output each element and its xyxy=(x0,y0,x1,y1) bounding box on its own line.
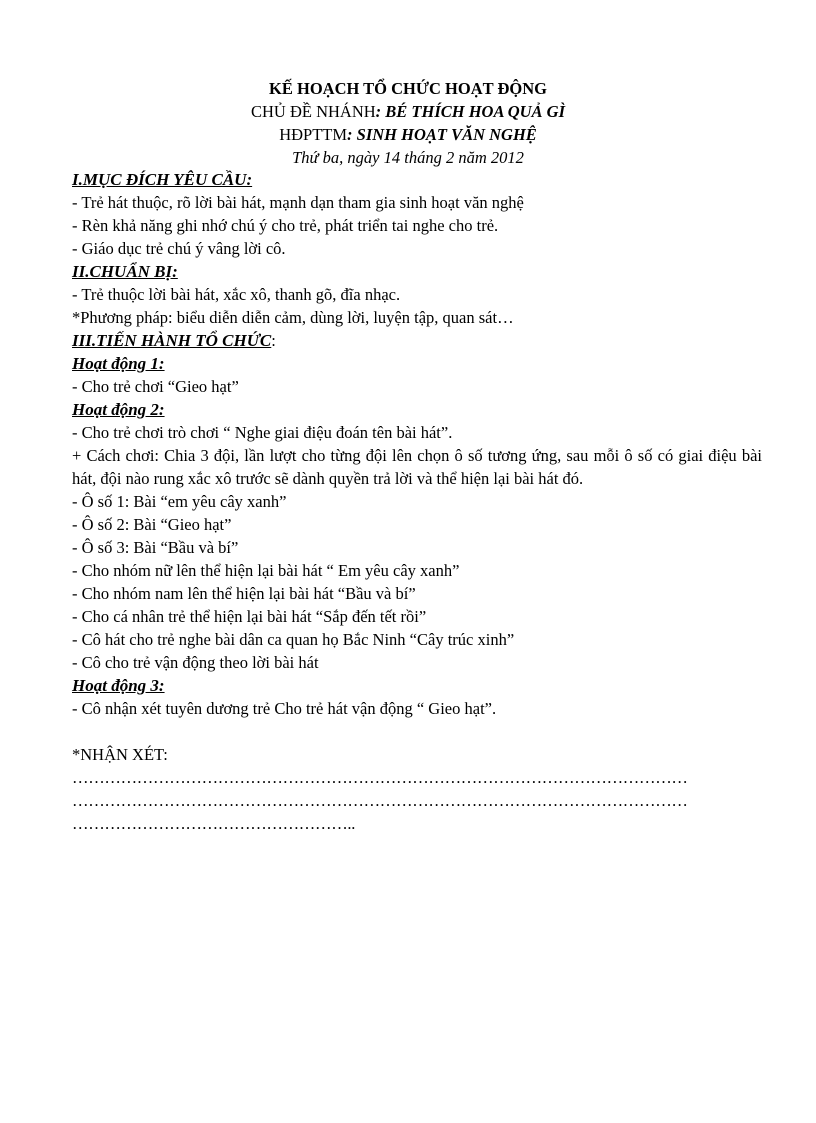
document-header xyxy=(0,77,816,169)
section-heading-procedure-line xyxy=(72,329,762,352)
activity-3-heading: Hoạt động 3: xyxy=(72,676,165,695)
subtopic-label: CHỦ ĐỀ NHÁNH xyxy=(251,102,376,121)
spacer xyxy=(72,720,762,743)
document-title: KẾ HOẠCH TỔ CHỨC HOẠT ĐỘNG xyxy=(269,79,547,98)
section-heading-procedure: III.TIẾN HÀNH TỔ CHỨC xyxy=(72,331,272,350)
list-item: - Cô nhận xét tuyên dương trẻ Cho trẻ hát vận động “ Gieo hạt”. xyxy=(72,699,497,718)
list-item: - Cho trẻ chơi “Gieo hạt” xyxy=(72,377,239,396)
section-heading-purpose: I.MỤC ĐÍCH YÊU CẦU: xyxy=(72,170,253,189)
list-item: - Trẻ thuộc lời bài hát, xắc xô, thanh gõ, đĩa nhạc. xyxy=(72,285,401,304)
section-heading-colon: : xyxy=(271,331,276,350)
activity-1-heading: Hoạt động 1: xyxy=(72,354,165,373)
activity-value: : SINH HOẠT VĂN NGHỆ xyxy=(347,125,537,144)
activity-label: HĐPTTM xyxy=(279,125,348,144)
activity-2-heading: Hoạt động 2: xyxy=(72,400,165,419)
game-rules-paragraph: + Cách chơi: Chia 3 đội, lần lượt cho từng đội lên chọn ô số tương ứng, sau mỗi ô số có giai điệu bài hát, đội nào rung xắc xô trước sẽ dành quyền trả lời và thể hiện lại bài hát đó. xyxy=(72,446,762,488)
list-item: - Cho cá nhân trẻ thể hiện lại bài hát “Sắp đến tết rồi” xyxy=(72,607,427,626)
list-item: - Trẻ hát thuộc, rõ lời bài hát, mạnh dạn tham gia sinh hoạt văn nghệ xyxy=(72,193,524,212)
activity-line xyxy=(0,123,816,146)
document-body xyxy=(72,168,762,835)
list-item: - Cho trẻ chơi trò chơi “ Nghe giai điệu đoán tên bài hát”. xyxy=(72,423,453,442)
subtopic-value: : BÉ THÍCH HOA QUẢ GÌ xyxy=(375,102,565,121)
subtopic-line xyxy=(0,100,816,123)
list-item: - Ô số 2: Bài “Gieo hạt” xyxy=(72,515,232,534)
list-item: - Rèn khả năng ghi nhớ chú ý cho trẻ, phát triển tai nghe cho trẻ. xyxy=(72,216,499,235)
notes-label: *NHẬN XÉT: xyxy=(72,745,168,764)
list-item: - Cô cho trẻ vận động theo lời bài hát xyxy=(72,653,319,672)
list-item: - Ô số 1: Bài “em yêu cây xanh” xyxy=(72,492,287,511)
list-item: - Giáo dục trẻ chú ý vâng lời cô. xyxy=(72,239,286,258)
list-item: - Ô số 3: Bài “Bầu và bí” xyxy=(72,538,239,557)
list-item: - Cô hát cho trẻ nghe bài dân ca quan họ Bắc Ninh “Cây trúc xinh” xyxy=(72,630,515,649)
list-item: *Phương pháp: biểu diễn diễn cảm, dùng lời, luyện tập, quan sát… xyxy=(72,308,514,327)
section-heading-preparation: II.CHUẨN BỊ: xyxy=(72,262,178,281)
document-date: Thứ ba, ngày 14 tháng 2 năm 2012 xyxy=(292,148,524,167)
notes-line: …………………………………………………………………………………………………… xyxy=(72,768,688,787)
notes-line: …………………………………………….. xyxy=(72,814,356,833)
notes-line: …………………………………………………………………………………………………… xyxy=(72,791,688,810)
list-item: - Cho nhóm nam lên thể hiện lại bài hát “Bầu và bí” xyxy=(72,584,416,603)
list-item: - Cho nhóm nữ lên thể hiện lại bài hát “ Em yêu cây xanh” xyxy=(72,561,460,580)
